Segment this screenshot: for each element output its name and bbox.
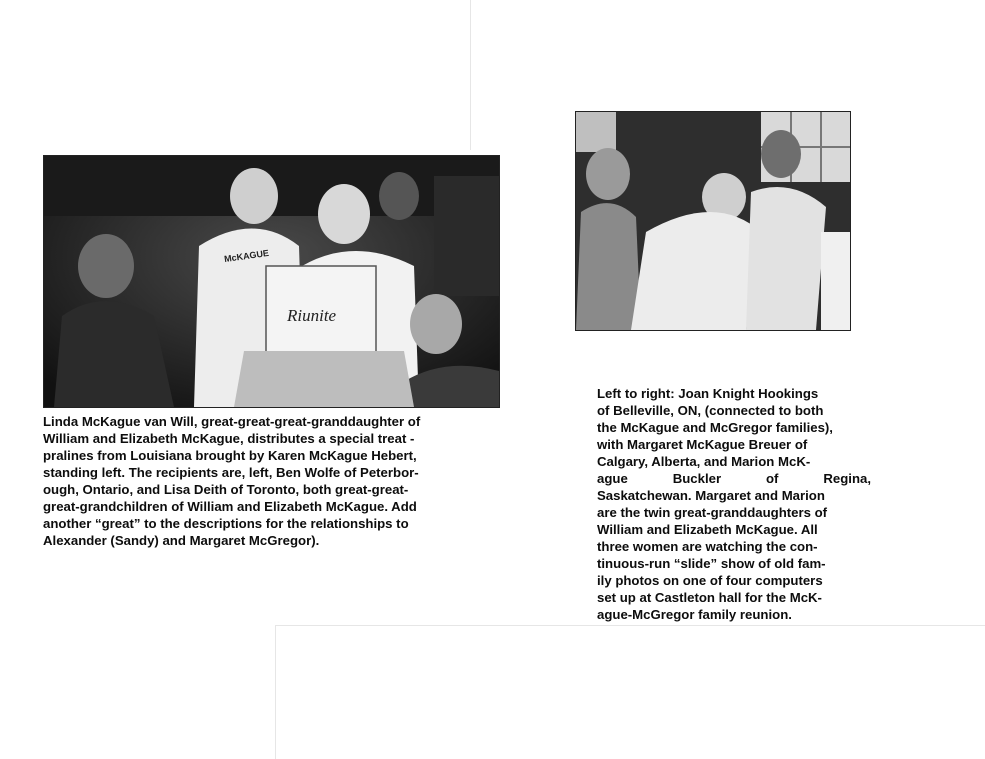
caption-line: ague-McGregor family reunion. — [597, 607, 792, 622]
photo-pralines-scene — [44, 156, 499, 407]
caption-line: Left to right: Joan Knight Hookings — [597, 386, 819, 401]
scan-mark-bottom-line — [275, 625, 985, 626]
caption-line: Alexander (Sandy) and Margaret McGregor). — [43, 533, 320, 548]
caption-line: set up at Castleton hall for the McK- — [597, 590, 822, 605]
caption-line: Linda McKague van Will, great-great-great-granddaughter of — [43, 414, 421, 429]
caption-computers — [597, 385, 871, 623]
caption-line: Saskatchewan. Margaret and Marion — [597, 488, 825, 503]
reunion-photo-computers — [575, 111, 851, 331]
photo-computers-scene — [576, 112, 850, 330]
caption-line: ague Buckler of Regina, — [597, 471, 871, 486]
caption-line: pralines from Louisiana brought by Karen McKague Hebert, — [43, 448, 417, 463]
shirt-logo-text: McKAGUE — [223, 247, 270, 265]
caption-line: standing left. The recipients are, left, Ben Wolfe of Peterbor- — [43, 465, 419, 480]
scan-mark-bottom — [275, 625, 276, 759]
reunion-photo-pralines — [43, 155, 500, 408]
box-brand-text: Riunite — [287, 306, 337, 325]
caption-line: three women are watching the con- — [597, 539, 818, 554]
caption-pralines — [43, 413, 498, 549]
caption-line: another “great” to the descriptions for the relationships to — [43, 516, 409, 531]
caption-line: the McKague and McGregor families), — [597, 420, 833, 435]
caption-line: great-grandchildren of William and Elizabeth McKague. Add — [43, 499, 417, 514]
caption-line: ough, Ontario, and Lisa Deith of Toronto, both great-great- — [43, 482, 409, 497]
caption-line: with Margaret McKague Breuer of — [597, 437, 808, 452]
caption-line: William and Elizabeth McKague, distributes a special treat - — [43, 431, 415, 446]
caption-line: William and Elizabeth McKague. All — [597, 522, 818, 537]
caption-line: Calgary, Alberta, and Marion McK- — [597, 454, 811, 469]
caption-line: tinuous-run “slide” show of old fam- — [597, 556, 826, 571]
caption-line: are the twin great-granddaughters of — [597, 505, 828, 520]
scan-mark-top — [470, 0, 471, 150]
caption-line: ily photos on one of four computers — [597, 573, 823, 588]
caption-line: of Belleville, ON, (connected to both — [597, 403, 824, 418]
